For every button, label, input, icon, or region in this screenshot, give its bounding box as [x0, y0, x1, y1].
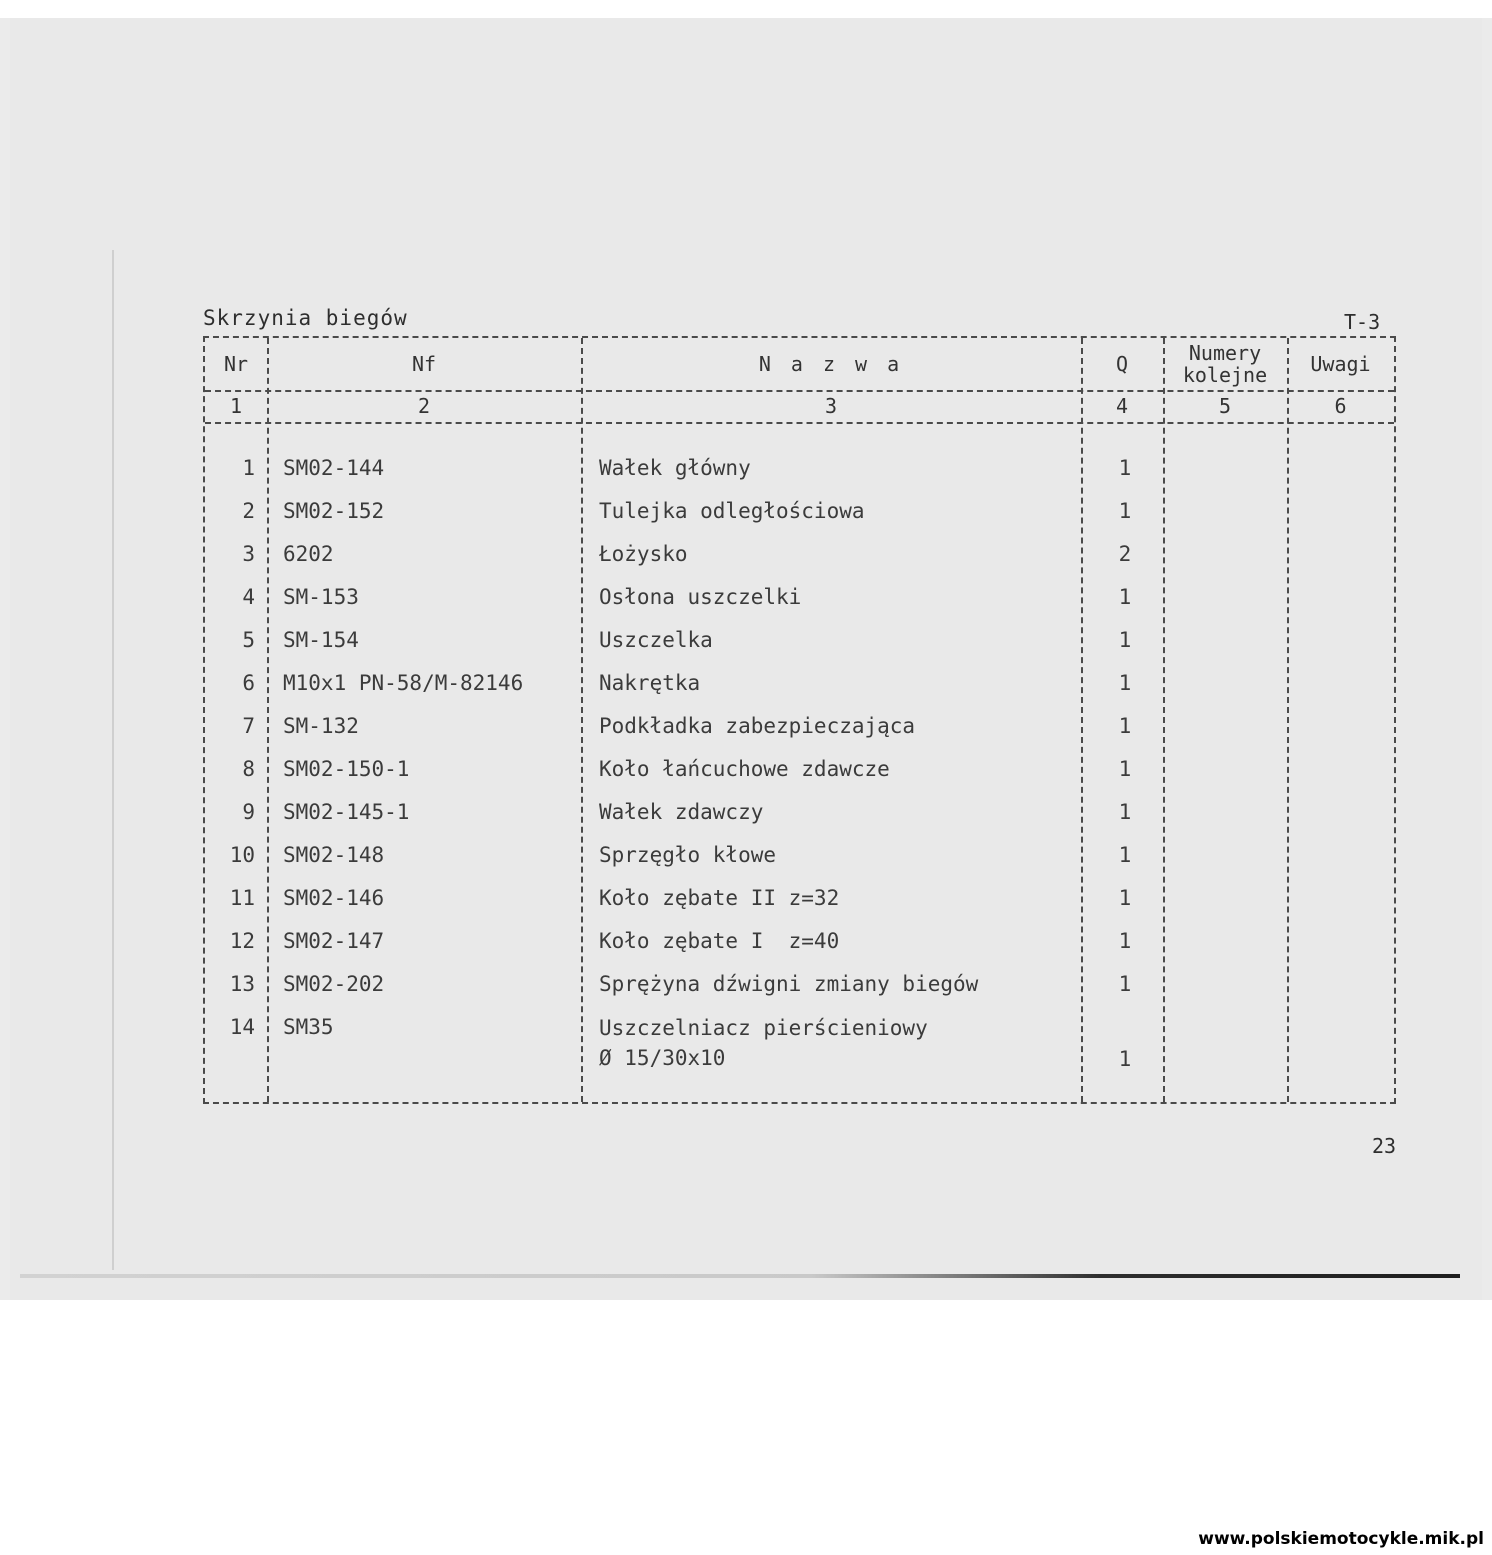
- col-number-4: 4: [1115, 394, 1129, 418]
- cell-name: Wałek zdawczy: [599, 800, 764, 824]
- col-header-numery: Numery kolejne: [1182, 341, 1268, 387]
- cell-name: Uszczelka: [599, 628, 713, 652]
- cell-name: Sprzęgło kłowe: [599, 843, 777, 867]
- table-row: [205, 1005, 1394, 1089]
- page-number: 23: [1372, 1134, 1397, 1158]
- cell-nf: SM02-145-1: [283, 800, 410, 824]
- cell-name: Osłona uszczelki: [599, 585, 802, 609]
- table-row: [205, 489, 1394, 533]
- table-row: [205, 876, 1394, 920]
- cell-nr: 12: [229, 929, 255, 953]
- cell-nf: SM02-147: [283, 929, 385, 953]
- table-row: [205, 618, 1394, 662]
- watermark-url[interactable]: www.polskiemotocykle.mik.pl: [1198, 1529, 1484, 1549]
- cell-q: 1: [1118, 886, 1132, 910]
- cell-nf: 6202: [283, 542, 334, 566]
- page-title: Skrzynia biegów: [203, 306, 408, 330]
- table-row: [205, 962, 1394, 1006]
- cell-nr: 7: [242, 714, 255, 738]
- col-header-uwagi: Uwagi: [1310, 352, 1371, 376]
- page-bottom-rule: [20, 1274, 1460, 1278]
- cell-nr: 8: [242, 757, 255, 781]
- cell-nr: 9: [242, 800, 255, 824]
- binding-line: [112, 250, 114, 1270]
- table-row: [205, 575, 1394, 619]
- col-header-name: N a z w a: [758, 352, 904, 376]
- cell-q: 1: [1118, 585, 1132, 609]
- cell-name: Sprężyna dźwigni zmiany biegów: [599, 972, 979, 996]
- cell-nr: 4: [242, 585, 255, 609]
- cell-nr: 14: [229, 1015, 255, 1039]
- cell-q: 1: [1118, 628, 1132, 652]
- cell-q: 1: [1118, 1047, 1132, 1071]
- cell-nf: SM02-148: [283, 843, 385, 867]
- cell-nr: 10: [229, 843, 255, 867]
- cell-name: Wałek główny: [599, 456, 751, 480]
- cell-q: 1: [1118, 843, 1132, 867]
- table-row: [205, 919, 1394, 963]
- cell-nr: 3: [242, 542, 255, 566]
- cell-nf: SM02-146: [283, 886, 385, 910]
- table-row: [205, 446, 1394, 490]
- col-number-6: 6: [1334, 394, 1347, 418]
- cell-nf: SM-153: [283, 585, 359, 609]
- col-header-nr: Nr: [223, 352, 249, 376]
- table-code: T-3: [1344, 310, 1381, 334]
- cell-name: Koło zębate II z=32: [599, 886, 840, 910]
- table-row: [205, 704, 1394, 748]
- cell-nf: SM02-152: [283, 499, 385, 523]
- col-number-3: 3: [824, 394, 838, 418]
- table-row: [205, 532, 1394, 576]
- col-header-q: Q: [1115, 352, 1129, 376]
- cell-name: Podkładka zabezpieczająca: [599, 714, 916, 738]
- cell-q: 1: [1118, 671, 1132, 695]
- cell-name-line2: Ø 15/30x10: [599, 1046, 726, 1070]
- cell-nf: SM02-202: [283, 972, 385, 996]
- cell-q: 1: [1118, 800, 1132, 824]
- cell-nf: SM02-150-1: [283, 757, 410, 781]
- cell-nf: SM35: [283, 1015, 334, 1039]
- cell-name: Koło zębate I z=40: [599, 929, 840, 953]
- col-number-1: 1: [229, 394, 243, 418]
- cell-name: Nakrętka: [599, 671, 701, 695]
- cell-nr: 2: [242, 499, 255, 523]
- cell-nf: SM02-144: [283, 456, 385, 480]
- col-number-2: 2: [417, 394, 431, 418]
- col-number-5: 5: [1218, 394, 1232, 418]
- cell-q: 2: [1118, 542, 1132, 566]
- cell-name: [599, 1013, 1079, 1073]
- cell-nf: SM-154: [283, 628, 359, 652]
- cell-q: 1: [1118, 972, 1132, 996]
- cell-name-line1: Uszczelniacz pierścieniowy: [599, 1016, 928, 1040]
- cell-nr: 1: [242, 456, 255, 480]
- table-row: [205, 747, 1394, 791]
- table-row: [205, 833, 1394, 877]
- cell-nr: 11: [229, 886, 255, 910]
- cell-nr: 6: [242, 671, 255, 695]
- table-row: [205, 790, 1394, 834]
- cell-nr: 13: [229, 972, 255, 996]
- cell-name: Łożysko: [599, 542, 688, 566]
- cell-name: Koło łańcuchowe zdawcze: [599, 757, 890, 781]
- header-divider: [205, 422, 1394, 424]
- col-header-nf: Nf: [411, 352, 437, 376]
- parts-table: [203, 336, 1396, 1104]
- cell-q: 1: [1118, 714, 1132, 738]
- cell-q: 1: [1118, 499, 1132, 523]
- cell-q: 1: [1118, 456, 1132, 480]
- cell-name: Tulejka odległościowa: [599, 499, 865, 523]
- cell-nf: M10x1 PN-58/M-82146: [283, 671, 524, 695]
- cell-nr: 5: [242, 628, 255, 652]
- table-row: [205, 661, 1394, 705]
- cell-q: 1: [1118, 929, 1132, 953]
- cell-q: 1: [1118, 757, 1132, 781]
- cell-nf: SM-132: [283, 714, 359, 738]
